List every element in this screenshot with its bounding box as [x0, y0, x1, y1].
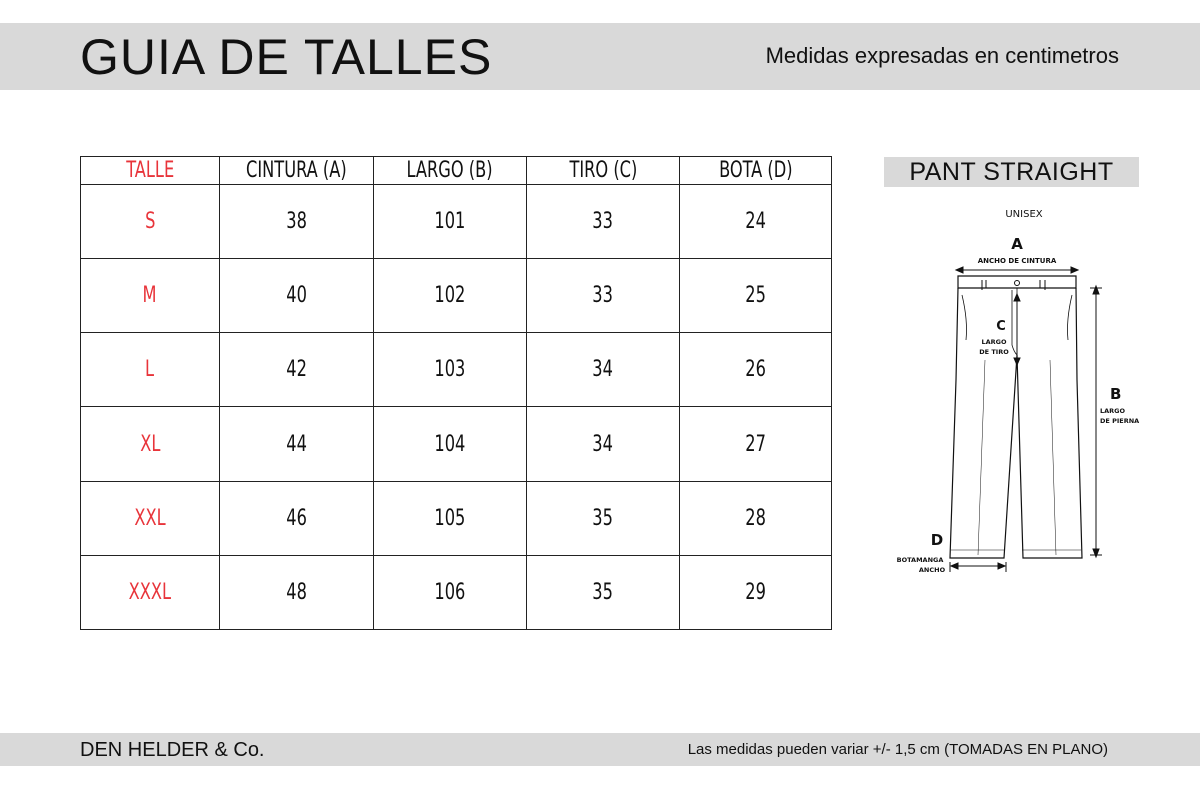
waist-arrow	[956, 267, 1078, 273]
measure-b-text-1: LARGO	[1100, 407, 1126, 415]
cell-largo: 103	[374, 333, 527, 407]
header-largo: LARGO (B)	[374, 157, 527, 185]
measurement-note: Las medidas pueden variar +/- 1,5 cm (TOMADAS EN PLANO)	[687, 741, 1108, 758]
cell-largo: 104	[374, 407, 527, 481]
cell-largo: 101	[374, 185, 527, 259]
cell-talle: XXL	[81, 481, 220, 555]
cell-bota: 27	[680, 407, 832, 481]
measure-c-text-1: LARGO	[981, 338, 1007, 346]
hem-width-arrow	[950, 562, 1006, 572]
cell-bota: 24	[680, 185, 832, 259]
cell-bota: 25	[680, 259, 832, 333]
size-table	[80, 156, 832, 630]
brand-name: DEN HELDER & Co.	[80, 739, 265, 761]
button-icon	[1015, 281, 1020, 286]
measure-c-text-2: DE TIRO	[979, 348, 1009, 356]
page-subtitle: Medidas expresadas en centimetros	[765, 43, 1119, 68]
cell-cintura: 44	[220, 407, 374, 481]
table-row	[81, 333, 832, 407]
measure-d-text-2: ANCHO	[918, 566, 946, 574]
measure-d-text-1: BOTAMANGA	[896, 556, 944, 564]
table-row	[81, 185, 832, 259]
cell-cintura: 48	[220, 555, 374, 629]
cell-bota: 26	[680, 333, 832, 407]
rise-arrow	[1014, 294, 1020, 365]
header-talle: TALLE	[81, 157, 220, 185]
measure-d-letter: D	[930, 531, 944, 549]
cell-largo: 102	[374, 259, 527, 333]
product-name-label: PANT STRAIGHT	[884, 157, 1139, 187]
measure-c-letter: C	[996, 319, 1006, 334]
cell-tiro: 35	[527, 555, 680, 629]
cell-tiro: 34	[527, 407, 680, 481]
table-header-row	[81, 157, 832, 185]
cell-cintura: 40	[220, 259, 374, 333]
cell-cintura: 42	[220, 333, 374, 407]
cell-talle: S	[81, 185, 220, 259]
cell-largo: 106	[374, 555, 527, 629]
cell-tiro: 33	[527, 259, 680, 333]
header-cintura: CINTURA (A)	[220, 157, 374, 185]
cell-cintura: 46	[220, 481, 374, 555]
measure-b-text-2: DE PIERNA	[1100, 417, 1140, 425]
cell-bota: 29	[680, 555, 832, 629]
header-tiro: TIRO (C)	[527, 157, 680, 185]
table-row	[81, 555, 832, 629]
measure-b-letter: B	[1110, 385, 1122, 403]
table-row	[81, 481, 832, 555]
pant-outline	[950, 276, 1082, 558]
cell-tiro: 33	[527, 185, 680, 259]
measure-a-letter: A	[1011, 235, 1023, 253]
unisex-label: UNISEX	[1005, 209, 1043, 220]
cell-tiro: 34	[527, 333, 680, 407]
table-row	[81, 259, 832, 333]
cell-talle: XXXL	[81, 555, 220, 629]
header-bota: BOTA (D)	[680, 157, 832, 185]
page-title: GUIA DE TALLES	[80, 29, 493, 85]
cell-bota: 28	[680, 481, 832, 555]
cell-cintura: 38	[220, 185, 374, 259]
cell-tiro: 35	[527, 481, 680, 555]
cell-talle: XL	[81, 407, 220, 481]
table-row	[81, 407, 832, 481]
pant-measurement-diagram	[890, 200, 1150, 590]
cell-talle: M	[81, 259, 220, 333]
cell-talle: L	[81, 333, 220, 407]
measure-a-text: ANCHO DE CINTURA	[977, 257, 1057, 265]
cell-largo: 105	[374, 481, 527, 555]
